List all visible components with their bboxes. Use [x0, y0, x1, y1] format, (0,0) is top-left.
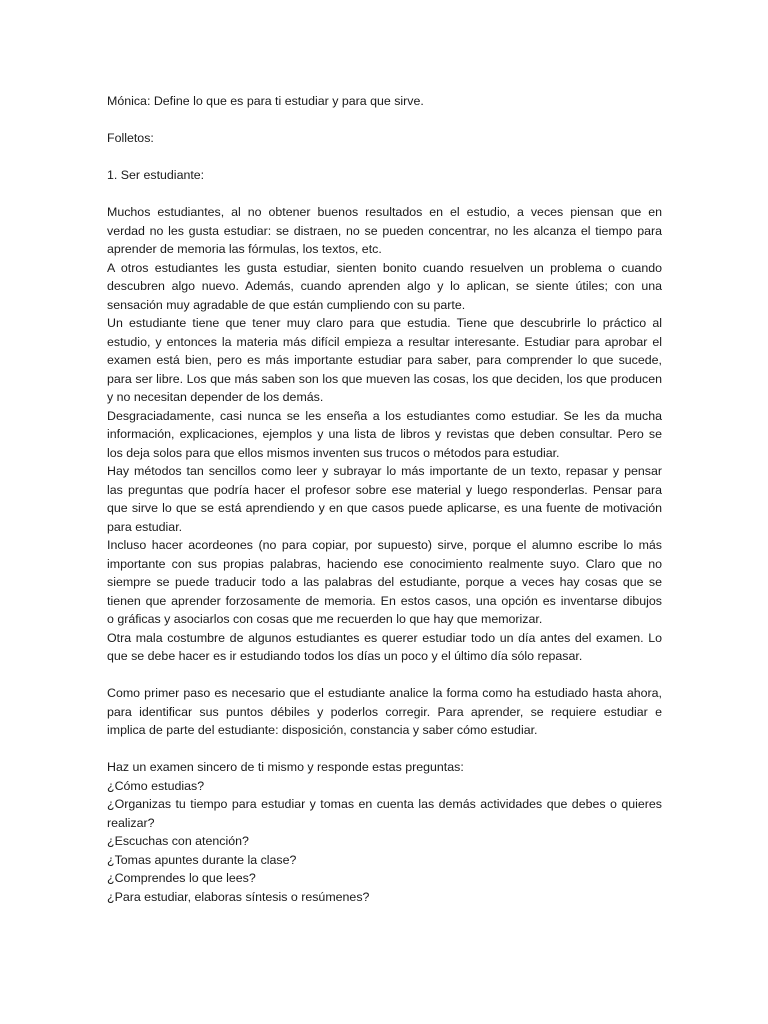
- paragraph-line: tienen que aprender forzosamente de memoria. En estos casos, una opción es inventarse dibujos: [107, 593, 662, 608]
- paragraph-line: descubren algo nuevo. Además, cuando aprenden algo y lo aplican, se siente útiles; con una: [107, 279, 662, 293]
- spacer: [107, 666, 662, 685]
- paragraph-7: [107, 629, 662, 666]
- paragraph-line: verdad no les gusta estudiar: se distraen, no se pueden concentrar, no les alcanza el tiempo para: [107, 223, 662, 238]
- paragraph-6: [107, 536, 662, 629]
- paragraph-line: y no necesitan depender de los demás.: [107, 390, 324, 404]
- paragraph-line: que se debe hacer es ir estudiando todos los días un poco y el último día sólo repasar.: [107, 649, 583, 663]
- header-line: Mónica: Define lo que es para ti estudiar y para que sirve.: [107, 94, 424, 108]
- paragraph-line: Otra mala costumbre de algunos estudiantes es querer estudiar todo un día antes del examen. Lo: [107, 630, 662, 645]
- paragraph-line: para ser libre. Los que más saben son los que mueven las cosas, los que deciden, los que producen: [107, 371, 662, 386]
- paragraph-line: Como primer paso es necesario que el estudiante analice la forma como ha estudiado hasta ahora,: [107, 686, 662, 700]
- paragraph-line: Muchos estudiantes, al no obtener buenos resultados en el estudio, a veces piensan que en: [107, 205, 662, 219]
- paragraph-1: [107, 203, 662, 259]
- spacer: [107, 111, 662, 130]
- paragraph-line: estudio, y entonces la materia más difícil empieza a resultar interesante. Estudiar para aprobar el: [107, 334, 662, 349]
- question-item: ¿Escuchas con atención?: [107, 834, 249, 848]
- paragraph-line: Desgraciadamente, casi nunca se les enseña a los estudiantes como estudiar. Se les da mucha: [107, 408, 662, 423]
- paragraph-line: para identificar sus puntos débiles y poderlos corregir. Para aprender, se requiere estudiar e: [107, 704, 662, 719]
- paragraph-line: información, explicaciones, ejemplos y una lista de libros y revistas que deben consultar. Pero se: [107, 427, 662, 441]
- spacer: [107, 740, 662, 759]
- questions-list: [107, 777, 662, 907]
- paragraph-4: [107, 407, 662, 463]
- question-item: ¿Comprendes lo que lees?: [107, 871, 256, 885]
- paragraph-5: [107, 462, 662, 536]
- paragraph-3: [107, 314, 662, 407]
- spacer: [107, 185, 662, 204]
- paragraph-line: Incluso hacer acordeones (no para copiar, por supuesto) sirve, porque el alumno escribe lo más: [107, 538, 662, 552]
- section-title: 1. Ser estudiante:: [107, 168, 205, 182]
- question-item: ¿Organizas tu tiempo para estudiar y tomas en cuenta las demás actividades que debes o quieres: [107, 797, 662, 811]
- paragraph-line: los deja solos para que ellos mismos inventen sus trucos o métodos para estudiar.: [107, 445, 560, 460]
- question-item: ¿Tomas apuntes durante la clase?: [107, 852, 297, 867]
- paragraph-line: aprender de memoria las fórmulas, los textos, etc.: [107, 242, 382, 256]
- paragraph-line: las preguntas que podría hacer el profesor sobre ese material y luego responderlas. Pensar para: [107, 482, 662, 497]
- paragraph-line: implica de parte del estudiante: disposición, constancia y saber cómo estudiar.: [107, 723, 538, 737]
- closing-paragraph: [107, 684, 662, 740]
- spacer: [107, 148, 662, 167]
- paragraph-line: siempre se puede traducir todo a las palabras del estudiante, porque a veces hay cosas que se: [107, 575, 662, 589]
- paragraph-2: [107, 259, 662, 315]
- paragraph-line: o gráficas y asociarlos con cosas que me recuerden lo que hay que memorizar.: [107, 612, 543, 626]
- question-item: ¿Cómo estudias?: [107, 778, 205, 793]
- paragraph-line: sensación muy agradable de que están cumpliendo con su parte.: [107, 297, 466, 312]
- paragraph-line: examen está bien, pero es más importante estudiar para saber, para comprender lo que sucede,: [107, 353, 662, 367]
- section-label: Folletos:: [107, 131, 154, 145]
- paragraph-line: para estudiar.: [107, 519, 183, 534]
- document-page: [107, 92, 662, 906]
- paragraph-line: Hay métodos tan sencillos como leer y subrayar lo más importante de un texto, repasar y pensar: [107, 464, 662, 478]
- question-item: ¿Para estudiar, elaboras síntesis o resúmenes?: [107, 889, 370, 904]
- paragraph-line: Un estudiante tiene que tener muy claro para que estudia. Tiene que descubrirle lo práctico al: [107, 316, 662, 330]
- paragraph-line: A otros estudiantes les gusta estudiar, sienten bonito cuando resuelven un problema o cuando: [107, 260, 662, 275]
- question-item: realizar?: [107, 815, 155, 830]
- questions-intro: Haz un examen sincero de ti mismo y responde estas preguntas:: [107, 760, 464, 774]
- paragraph-line: que sirve lo que se está aprendiendo y en que casos puede aplicarse, es una fuente de motivación: [107, 501, 662, 515]
- paragraph-line: importante con sus propias palabras, haciendo ese conocimiento realmente suyo. Claro que no: [107, 556, 662, 571]
